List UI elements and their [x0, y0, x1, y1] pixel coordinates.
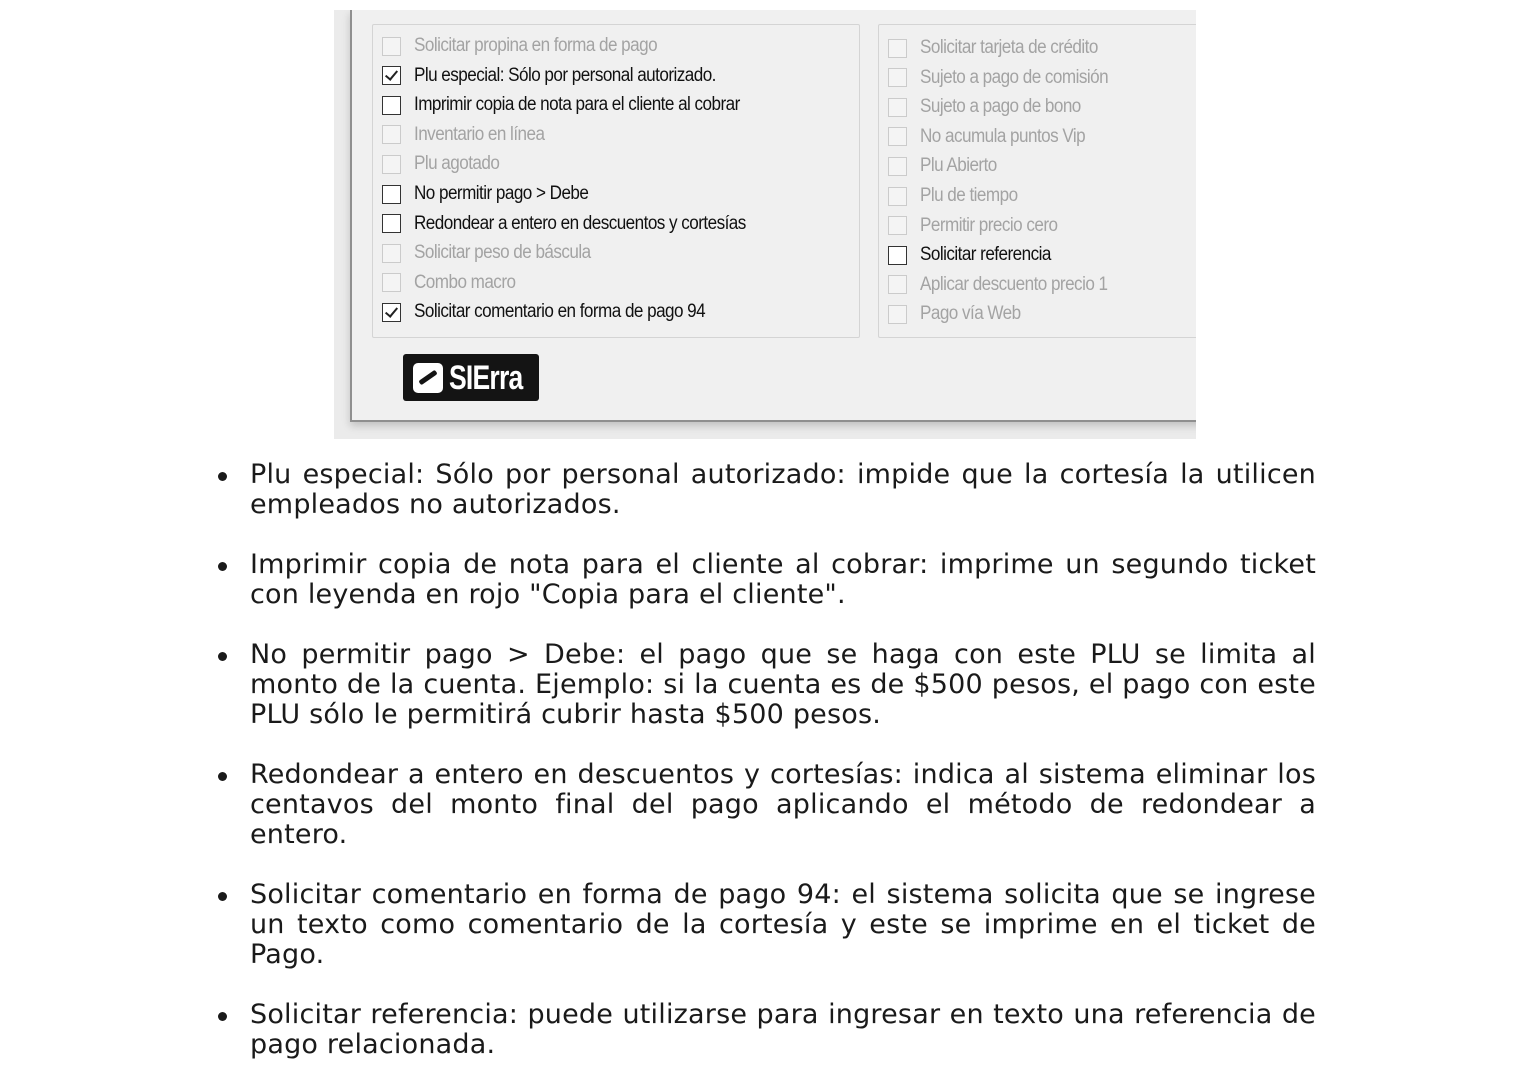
option-checkbox-row: [382, 34, 684, 58]
unchecked-checkbox: [888, 127, 907, 146]
option-checkbox-row: [382, 241, 610, 265]
option-label: Plu especial: Sólo por personal autorizado.: [414, 64, 716, 86]
option-label: No acumula puntos Vip: [920, 125, 1086, 147]
option-checkbox-row: [888, 66, 1129, 90]
unchecked-checkbox: [382, 244, 401, 263]
option-label: Imprimir copia de nota para el cliente al cobrar: [414, 94, 740, 116]
bullet-item: Solicitar referencia: puede utilizarse para ingresar en texto una referencia de pago relacionada.: [250, 999, 1316, 1060]
unchecked-checkbox: [888, 157, 907, 176]
option-checkbox-row: [888, 154, 1005, 178]
option-label: Solicitar peso de báscula: [414, 242, 591, 264]
unchecked-checkbox: [382, 125, 401, 144]
option-label: Inventario en línea: [414, 123, 545, 145]
option-label: Plu Abierto: [920, 155, 997, 177]
option-checkbox-row: [888, 214, 1073, 238]
left-options-group: [372, 24, 860, 338]
checked-checkbox[interactable]: [382, 66, 401, 85]
option-checkbox-row[interactable]: [382, 93, 776, 117]
unchecked-checkbox[interactable]: [382, 96, 401, 115]
bullet-item: Imprimir copia de nota para el cliente al cobrar: imprime un segundo ticket con leyenda en rojo "Copia para el cliente".: [250, 549, 1316, 610]
option-checkbox-row: [382, 123, 559, 147]
bullet-item: No permitir pago > Debe: el pago que se haga con este PLU se limita al monto de la cuenta. Ejemplo: si la cuenta es de $500 pesos, el pago con este PLU sólo le permitirá cubrir hasta $500 pesos.: [250, 639, 1316, 730]
right-options-group: [878, 24, 1196, 338]
option-checkbox-row[interactable]: [382, 212, 783, 236]
option-label: Solicitar propina en forma de pago: [414, 35, 658, 56]
option-label: Plu de tiempo: [920, 185, 1018, 206]
option-checkbox-row: [888, 273, 1128, 297]
option-checkbox-row: [888, 125, 1104, 149]
sierra-logo: [403, 354, 539, 401]
option-label: Plu agotado: [414, 153, 500, 175]
unchecked-checkbox: [382, 273, 401, 292]
option-label: Redondear a entero en descuentos y cortesías: [414, 212, 746, 234]
option-checkbox-row[interactable]: [888, 243, 1065, 267]
bullet-list: [0, 460, 1528, 1090]
option-checkbox-row: [888, 302, 1032, 326]
option-checkbox-row: [888, 95, 1099, 119]
option-checkbox-row[interactable]: [382, 182, 608, 206]
option-label: Sujeto a pago de comisión: [920, 66, 1109, 88]
bullet-item: Solicitar comentario en forma de pago 94: el sistema solicita que se ingrese un texto como comentario de la cortesía y este se imprime en el ticket de Pago.: [250, 879, 1316, 970]
option-label: Pago vía Web: [920, 303, 1021, 325]
checked-checkbox[interactable]: [382, 303, 401, 322]
option-label: Solicitar referencia: [920, 244, 1051, 266]
option-checkbox-row: [382, 152, 509, 176]
sierra-logo-text: SIErra: [449, 358, 523, 397]
option-label: Solicitar tarjeta de crédito: [920, 37, 1098, 58]
unchecked-checkbox: [382, 37, 401, 56]
unchecked-checkbox[interactable]: [888, 246, 907, 265]
unchecked-checkbox: [888, 98, 907, 117]
unchecked-checkbox: [888, 216, 907, 235]
option-label: Sujeto a pago de bono: [920, 96, 1081, 118]
option-checkbox-row: [382, 271, 527, 295]
unchecked-checkbox: [888, 68, 907, 87]
option-label: Permitir precio cero: [920, 214, 1058, 236]
unchecked-checkbox[interactable]: [382, 214, 401, 233]
sierra-logo-icon: [413, 363, 443, 393]
unchecked-checkbox: [888, 39, 907, 58]
option-label: Solicitar comentario en forma de pago 94: [414, 301, 706, 323]
unchecked-checkbox: [382, 155, 401, 174]
bullet-item: Plu especial: Sólo por personal autorizado: impide que la cortesía la utilicen empleados no autorizados.: [250, 459, 1316, 520]
option-label: No permitir pago > Debe: [414, 183, 589, 204]
unchecked-checkbox: [888, 187, 907, 206]
unchecked-checkbox: [888, 305, 907, 324]
option-checkbox-row: [888, 184, 1028, 208]
unchecked-checkbox: [888, 275, 907, 294]
bullet-item: Redondear a entero en descuentos y cortesías: indica al sistema eliminar los centavos del monto final del pago aplicando el método de redondear a entero.: [250, 759, 1316, 850]
option-label: Combo macro: [414, 271, 516, 293]
settings-screenshot: [334, 10, 1196, 439]
option-checkbox-row[interactable]: [382, 300, 737, 324]
option-checkbox-row: [888, 36, 1118, 60]
unchecked-checkbox[interactable]: [382, 185, 401, 204]
option-checkbox-row[interactable]: [382, 64, 749, 88]
options-window: [350, 10, 1196, 422]
option-label: Aplicar descuento precio 1: [920, 273, 1108, 295]
